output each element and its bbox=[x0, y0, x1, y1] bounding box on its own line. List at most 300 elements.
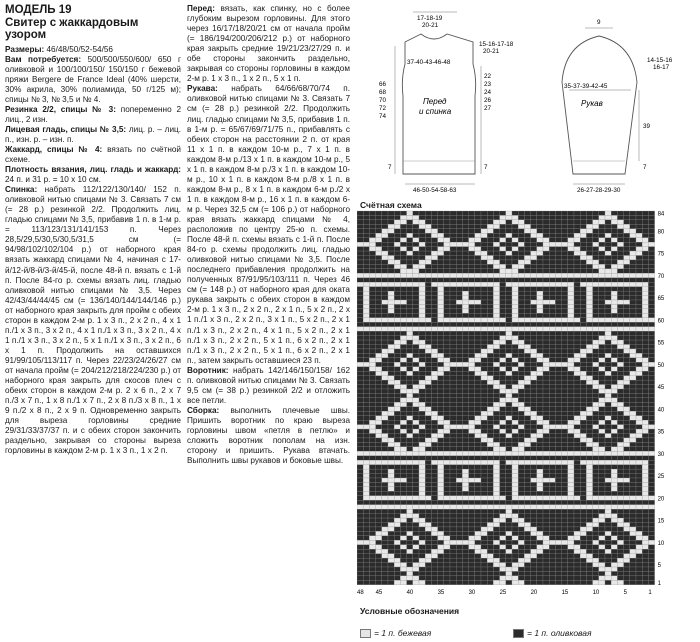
chart-cell bbox=[605, 211, 611, 215]
chart-cell bbox=[512, 215, 518, 219]
chart-cell bbox=[376, 509, 382, 513]
chart-cell bbox=[438, 505, 444, 509]
chart-cell bbox=[425, 278, 431, 282]
chart-cell bbox=[574, 411, 580, 415]
chart-cell bbox=[438, 398, 444, 402]
chart-cell bbox=[636, 273, 642, 277]
chart-cell bbox=[487, 242, 493, 246]
chart-cell bbox=[617, 358, 623, 362]
chart-cell bbox=[487, 563, 493, 567]
chart-cell bbox=[500, 353, 506, 357]
chart-cell bbox=[636, 425, 642, 429]
chart-cell bbox=[369, 576, 375, 580]
chart-cell bbox=[580, 264, 586, 268]
chart-cell bbox=[636, 287, 642, 291]
chart-cell bbox=[363, 451, 369, 455]
chart-cell bbox=[456, 425, 462, 429]
chart-cell bbox=[580, 371, 586, 375]
chart-cell bbox=[438, 224, 444, 228]
chart-cell bbox=[487, 349, 493, 353]
chart-cell bbox=[586, 291, 592, 295]
chart-cell bbox=[586, 313, 592, 317]
chart-cell bbox=[568, 220, 574, 224]
chart-cell bbox=[400, 238, 406, 242]
chart-cell bbox=[506, 514, 512, 518]
chart-cell bbox=[469, 416, 475, 420]
chart-cell bbox=[500, 367, 506, 371]
chart-cell bbox=[425, 260, 431, 264]
chart-cell bbox=[376, 505, 382, 509]
chart-cell bbox=[531, 296, 537, 300]
chart-cell bbox=[419, 376, 425, 380]
chart-cell bbox=[475, 260, 481, 264]
chart-cell bbox=[524, 442, 530, 446]
chart-cell bbox=[487, 362, 493, 366]
chart-cell bbox=[369, 474, 375, 478]
chart-cell bbox=[438, 371, 444, 375]
chart-cell bbox=[636, 482, 642, 486]
chart-cell bbox=[636, 460, 642, 464]
chart-cell bbox=[518, 376, 524, 380]
chart-cell bbox=[382, 469, 388, 473]
chart-cell bbox=[388, 313, 394, 317]
chart-cell bbox=[506, 358, 512, 362]
legend-item-olive bbox=[513, 628, 592, 638]
chart-cell bbox=[444, 567, 450, 571]
chart-cell bbox=[413, 380, 419, 384]
chart-cell bbox=[611, 367, 617, 371]
chart-cell bbox=[438, 438, 444, 442]
chart-cell bbox=[425, 482, 431, 486]
chart-cell bbox=[357, 296, 363, 300]
chart-cell bbox=[444, 416, 450, 420]
chart-cell bbox=[599, 300, 605, 304]
chart-cell bbox=[407, 304, 413, 308]
chart-cell bbox=[493, 469, 499, 473]
chart-cell bbox=[574, 442, 580, 446]
chart-cell bbox=[493, 376, 499, 380]
chart-cell bbox=[543, 380, 549, 384]
chart-cell bbox=[376, 322, 382, 326]
chart-cell bbox=[493, 273, 499, 277]
chart-cell bbox=[400, 554, 406, 558]
chart-cell bbox=[363, 242, 369, 246]
chart-cell bbox=[574, 389, 580, 393]
chart-cell bbox=[580, 429, 586, 433]
chart-cell bbox=[469, 425, 475, 429]
chart-cell bbox=[388, 291, 394, 295]
paragraph-heading: Воротник: bbox=[187, 365, 229, 375]
chart-cell bbox=[605, 536, 611, 540]
chart-cell bbox=[363, 256, 369, 260]
chart-cell bbox=[419, 456, 425, 460]
chart-cell bbox=[611, 269, 617, 273]
chart-cell bbox=[506, 540, 512, 544]
chart-cell bbox=[605, 229, 611, 233]
chart-cell bbox=[642, 327, 648, 331]
chart-cell bbox=[611, 358, 617, 362]
chart-cell bbox=[605, 362, 611, 366]
chart-cell bbox=[500, 438, 506, 442]
chart-cell bbox=[562, 340, 568, 344]
chart-cell bbox=[524, 340, 530, 344]
chart-cell bbox=[487, 340, 493, 344]
chart-cell bbox=[388, 385, 394, 389]
chart-cell bbox=[605, 238, 611, 242]
chart-cell bbox=[419, 536, 425, 540]
chart-cell bbox=[580, 576, 586, 580]
chart-cell bbox=[549, 509, 555, 513]
chart-cell bbox=[407, 491, 413, 495]
chart-cell bbox=[537, 371, 543, 375]
chart-cell bbox=[425, 514, 431, 518]
chart-cell bbox=[394, 487, 400, 491]
legend-title: Условные обозначения bbox=[360, 606, 460, 616]
chart-cell bbox=[438, 416, 444, 420]
chart-cell bbox=[475, 367, 481, 371]
chart-cell bbox=[462, 367, 468, 371]
schematic-diagrams bbox=[357, 4, 695, 200]
chart-cell bbox=[543, 460, 549, 464]
paragraph-heading: Размеры: bbox=[5, 44, 45, 54]
chart-cell bbox=[624, 558, 630, 562]
chart-cell bbox=[438, 402, 444, 406]
chart-cell bbox=[407, 238, 413, 242]
chart-row-label: 20 bbox=[657, 496, 665, 503]
chart-cell bbox=[431, 353, 437, 357]
chart-cell bbox=[413, 291, 419, 295]
chart-cell bbox=[462, 242, 468, 246]
chart-cell bbox=[543, 545, 549, 549]
chart-cell bbox=[543, 340, 549, 344]
chart-cell bbox=[549, 367, 555, 371]
chart-cell bbox=[369, 336, 375, 340]
chart-cell bbox=[369, 434, 375, 438]
chart-cell bbox=[487, 451, 493, 455]
chart-cell bbox=[481, 420, 487, 424]
chart-cell bbox=[369, 367, 375, 371]
chart-cell bbox=[450, 256, 456, 260]
chart-cell bbox=[580, 322, 586, 326]
chart-cell bbox=[376, 425, 382, 429]
chart-cell bbox=[506, 238, 512, 242]
chart-cell bbox=[382, 376, 388, 380]
chart-cell bbox=[382, 358, 388, 362]
chart-cell bbox=[407, 558, 413, 562]
chart-cell bbox=[555, 540, 561, 544]
chart-cell bbox=[407, 500, 413, 504]
chart-cell bbox=[512, 251, 518, 255]
chart-cell bbox=[382, 425, 388, 429]
chart-cell bbox=[574, 407, 580, 411]
chart-cell bbox=[369, 505, 375, 509]
chart-cell bbox=[642, 331, 648, 335]
chart-cell bbox=[549, 496, 555, 500]
chart-cell bbox=[469, 273, 475, 277]
chart-cell bbox=[605, 500, 611, 504]
chart-cell bbox=[568, 273, 574, 277]
chart-cell bbox=[512, 242, 518, 246]
chart-cell bbox=[357, 549, 363, 553]
chart-cell bbox=[580, 251, 586, 255]
chart-cell bbox=[599, 287, 605, 291]
chart-cell bbox=[518, 576, 524, 580]
chart-cell bbox=[413, 340, 419, 344]
chart-cell bbox=[481, 425, 487, 429]
chart-cell bbox=[605, 313, 611, 317]
chart-cell bbox=[599, 509, 605, 513]
chart-cell bbox=[376, 327, 382, 331]
chart-cell bbox=[568, 380, 574, 384]
chart-cell bbox=[506, 416, 512, 420]
chart-cell bbox=[512, 474, 518, 478]
chart-cell bbox=[636, 549, 642, 553]
chart-cell bbox=[593, 474, 599, 478]
chart-cell bbox=[493, 349, 499, 353]
chart-cell bbox=[524, 425, 530, 429]
chart-cell bbox=[537, 269, 543, 273]
chart-cell bbox=[462, 456, 468, 460]
chart-cell bbox=[537, 229, 543, 233]
chart-cell bbox=[394, 211, 400, 215]
chart-cell bbox=[593, 402, 599, 406]
chart-cell bbox=[493, 474, 499, 478]
chart-cell bbox=[400, 514, 406, 518]
chart-cell bbox=[562, 376, 568, 380]
chart-cell bbox=[617, 460, 623, 464]
chart-cell bbox=[425, 438, 431, 442]
chart-cell bbox=[630, 331, 636, 335]
chart-cell bbox=[574, 549, 580, 553]
chart-cell bbox=[624, 420, 630, 424]
chart-cell bbox=[444, 282, 450, 286]
chart-cell bbox=[624, 380, 630, 384]
chart-cell bbox=[431, 407, 437, 411]
chart-cell bbox=[431, 425, 437, 429]
chart-cell bbox=[543, 540, 549, 544]
chart-cell bbox=[382, 545, 388, 549]
chart-cell bbox=[419, 460, 425, 464]
chart-cell bbox=[407, 549, 413, 553]
chart-cell bbox=[518, 220, 524, 224]
chart-cell bbox=[512, 336, 518, 340]
chart-cell bbox=[444, 527, 450, 531]
chart-cell bbox=[388, 429, 394, 433]
chart-cell bbox=[562, 287, 568, 291]
chart-cell bbox=[493, 536, 499, 540]
chart-cell bbox=[549, 331, 555, 335]
chart-cell bbox=[524, 229, 530, 233]
chart-cell bbox=[462, 251, 468, 255]
chart-cell bbox=[376, 496, 382, 500]
chart-cell bbox=[493, 402, 499, 406]
chart-cell bbox=[357, 233, 363, 237]
chart-cell bbox=[487, 233, 493, 237]
chart-cell bbox=[376, 242, 382, 246]
chart-cell bbox=[369, 353, 375, 357]
chart-cell bbox=[648, 380, 654, 384]
chart-cell bbox=[369, 549, 375, 553]
chart-cell bbox=[376, 309, 382, 313]
chart-cell bbox=[469, 318, 475, 322]
chart-cell bbox=[574, 554, 580, 558]
chart-cell bbox=[481, 256, 487, 260]
chart-cell bbox=[438, 496, 444, 500]
chart-cell bbox=[425, 500, 431, 504]
chart-cell bbox=[419, 540, 425, 544]
chart-cell bbox=[524, 380, 530, 384]
chart-cell bbox=[642, 580, 648, 584]
chart-cell bbox=[382, 571, 388, 575]
chart-cell bbox=[438, 215, 444, 219]
chart-cell bbox=[512, 345, 518, 349]
chart-cell bbox=[586, 296, 592, 300]
chart-cell bbox=[617, 393, 623, 397]
chart-cell bbox=[438, 465, 444, 469]
chart-cell bbox=[593, 576, 599, 580]
chart-cell bbox=[376, 224, 382, 228]
chart-cell bbox=[531, 318, 537, 322]
chart-cell bbox=[419, 309, 425, 313]
chart-cell bbox=[425, 300, 431, 304]
chart-cell bbox=[376, 256, 382, 260]
instruction-paragraph bbox=[5, 165, 181, 185]
chart-cell bbox=[407, 478, 413, 482]
chart-cell bbox=[419, 527, 425, 531]
chart-cell bbox=[636, 438, 642, 442]
chart-cell bbox=[475, 211, 481, 215]
chart-cell bbox=[580, 304, 586, 308]
chart-cell bbox=[431, 509, 437, 513]
sleeve-label: Рукав bbox=[581, 99, 603, 108]
body-shoulder-measure: 15-16-17-18 bbox=[479, 41, 514, 48]
chart-cell bbox=[531, 514, 537, 518]
chart-cell bbox=[636, 247, 642, 251]
chart-cell bbox=[568, 536, 574, 540]
chart-cell bbox=[363, 291, 369, 295]
chart-cell bbox=[500, 469, 506, 473]
chart-cell bbox=[586, 376, 592, 380]
chart-cell bbox=[648, 300, 654, 304]
chart-cell bbox=[376, 296, 382, 300]
chart-cell bbox=[493, 429, 499, 433]
chart-cell bbox=[617, 296, 623, 300]
chart-cell bbox=[524, 215, 530, 219]
chart-cell bbox=[574, 558, 580, 562]
chart-cell bbox=[537, 304, 543, 308]
chart-cell bbox=[543, 527, 549, 531]
chart-cell bbox=[400, 487, 406, 491]
chart-cell bbox=[475, 420, 481, 424]
chart-cell bbox=[388, 371, 394, 375]
chart-cell bbox=[500, 260, 506, 264]
chart-cell bbox=[630, 353, 636, 357]
chart-cell bbox=[599, 514, 605, 518]
chart-cell bbox=[574, 469, 580, 473]
chart-cell bbox=[543, 442, 549, 446]
chart-cell bbox=[543, 300, 549, 304]
beige-swatch bbox=[360, 629, 371, 638]
chart-cell bbox=[400, 287, 406, 291]
chart-cell bbox=[388, 358, 394, 362]
chart-cell bbox=[487, 389, 493, 393]
chart-cell bbox=[400, 474, 406, 478]
chart-cell bbox=[493, 380, 499, 384]
chart-cell bbox=[456, 411, 462, 415]
chart-cell bbox=[555, 349, 561, 353]
chart-cell bbox=[376, 420, 382, 424]
chart-cell bbox=[648, 260, 654, 264]
chart-cell bbox=[444, 229, 450, 233]
chart-cell bbox=[543, 278, 549, 282]
chart-cell bbox=[376, 313, 382, 317]
chart-cell bbox=[413, 496, 419, 500]
chart-cell bbox=[419, 474, 425, 478]
chart-cell bbox=[462, 482, 468, 486]
chart-cell bbox=[512, 482, 518, 486]
chart-cell bbox=[636, 242, 642, 246]
chart-cell bbox=[407, 420, 413, 424]
chart-cell bbox=[568, 420, 574, 424]
chart-cell bbox=[419, 438, 425, 442]
chart-cell bbox=[617, 345, 623, 349]
chart-cell bbox=[493, 296, 499, 300]
chart-cell bbox=[562, 531, 568, 535]
chart-cell bbox=[462, 358, 468, 362]
chart-cell bbox=[407, 460, 413, 464]
chart-cell bbox=[450, 563, 456, 567]
chart-cell bbox=[605, 456, 611, 460]
chart-cell bbox=[407, 523, 413, 527]
chart-cell bbox=[475, 340, 481, 344]
chart-col-label: 10 bbox=[592, 589, 600, 596]
chart-cell bbox=[487, 429, 493, 433]
chart-cell bbox=[425, 353, 431, 357]
chart-row-label: 65 bbox=[657, 296, 665, 302]
chart-cell bbox=[481, 362, 487, 366]
chart-cell bbox=[475, 518, 481, 522]
chart-cell bbox=[617, 527, 623, 531]
chart-cell bbox=[357, 389, 363, 393]
chart-cell bbox=[524, 224, 530, 228]
chart-cell bbox=[512, 451, 518, 455]
chart-cell bbox=[605, 554, 611, 558]
chart-cell bbox=[611, 300, 617, 304]
chart-cell bbox=[599, 398, 605, 402]
chart-cell bbox=[357, 563, 363, 567]
chart-cell bbox=[425, 478, 431, 482]
chart-cell bbox=[611, 327, 617, 331]
chart-cell bbox=[493, 518, 499, 522]
chart-cell bbox=[500, 531, 506, 535]
chart-cell bbox=[605, 451, 611, 455]
chart-cell bbox=[363, 523, 369, 527]
chart-cell bbox=[555, 215, 561, 219]
chart-cell bbox=[388, 256, 394, 260]
chart-cell bbox=[493, 487, 499, 491]
chart-cell bbox=[481, 211, 487, 215]
chart-cell bbox=[555, 224, 561, 228]
chart-cell bbox=[512, 220, 518, 224]
chart-cell bbox=[363, 416, 369, 420]
chart-cell bbox=[394, 447, 400, 451]
chart-cell bbox=[363, 514, 369, 518]
chart-cell bbox=[524, 220, 530, 224]
chart-cell bbox=[394, 496, 400, 500]
chart-cell bbox=[611, 576, 617, 580]
chart-cell bbox=[400, 309, 406, 313]
chart-cell bbox=[605, 345, 611, 349]
